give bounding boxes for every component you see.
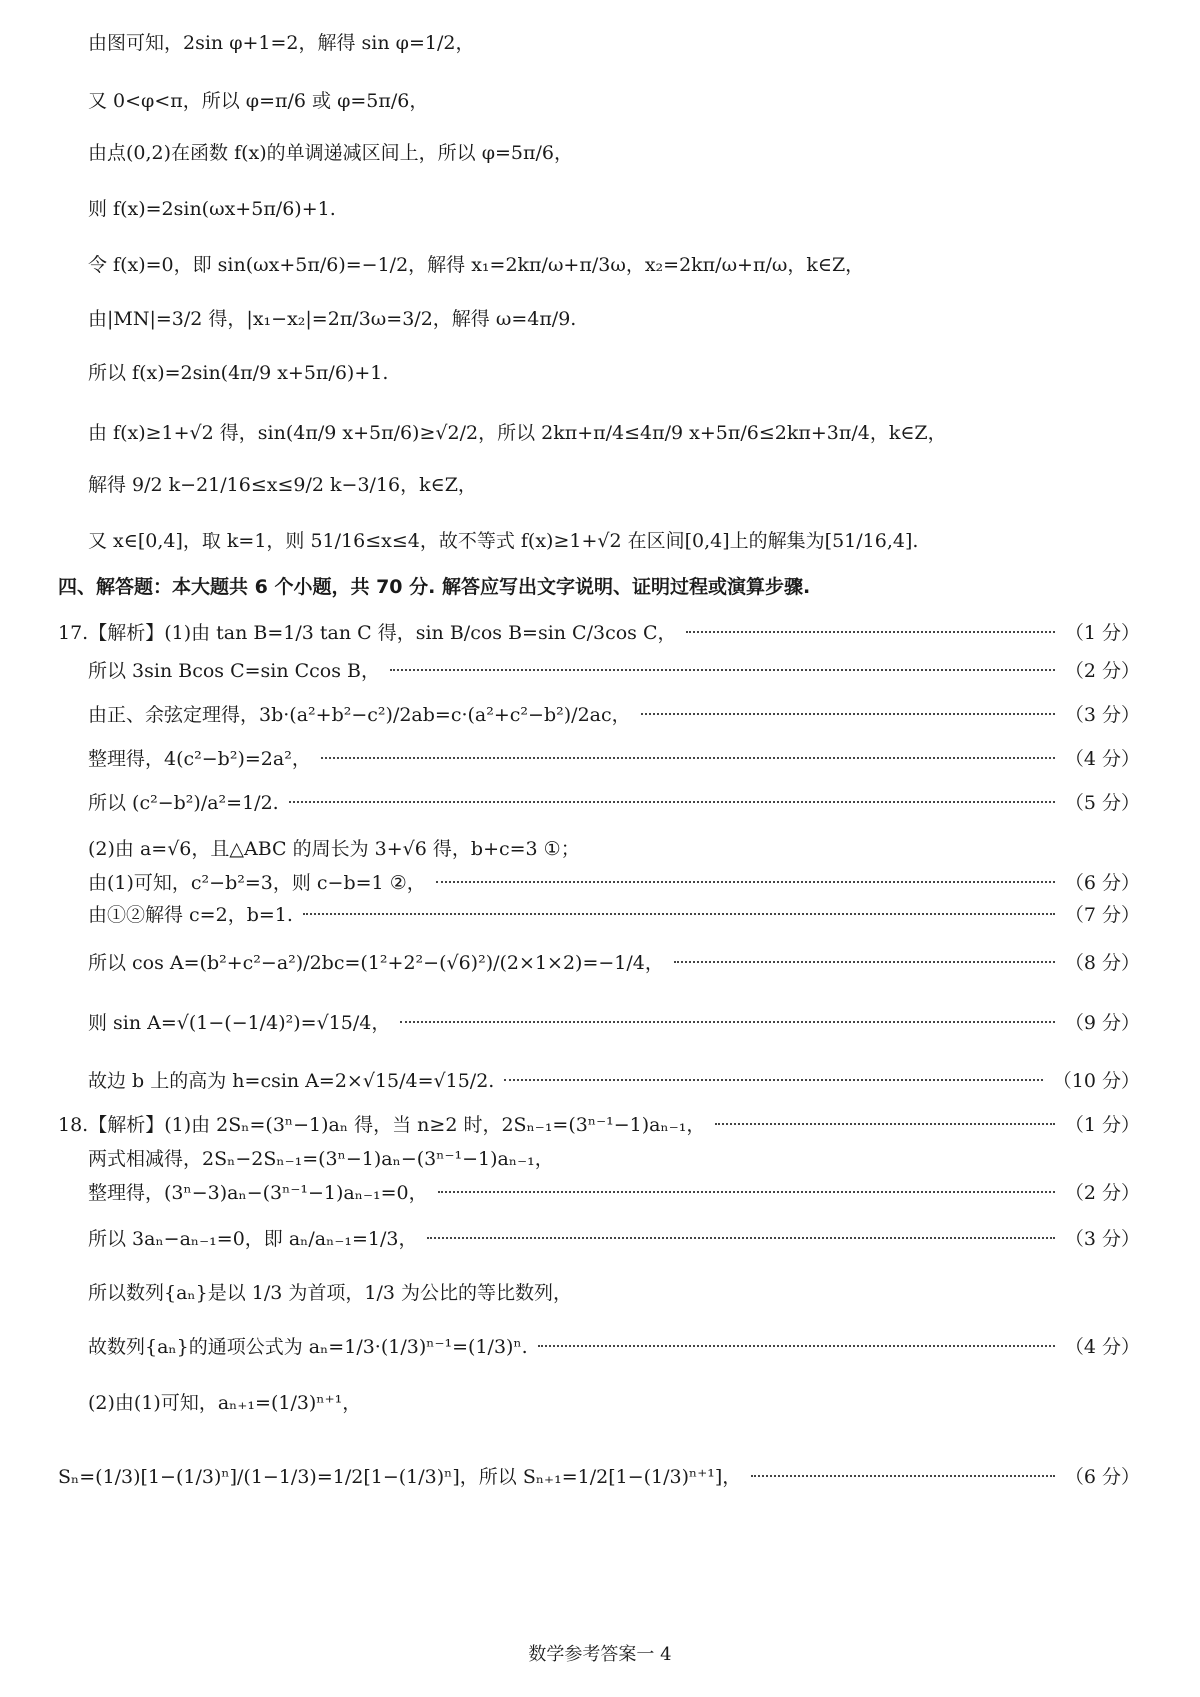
q17-step	[58, 620, 1140, 646]
q18-step	[88, 1226, 1140, 1252]
leader-dots	[641, 713, 1055, 715]
step-score: （8 分）	[1064, 952, 1140, 974]
step-text: 所以 (c²−b²)/a²=1/2.	[88, 792, 279, 814]
step-text: 整理得，4(c²−b²)=2a²，	[88, 748, 311, 770]
page-footer: 数学参考答案一 4	[528, 1644, 672, 1665]
step-text: 故边 b 上的高为 h=csin A=2×√15/4=√15/2.	[88, 1070, 495, 1092]
step-score: （3 分）	[1064, 1228, 1140, 1250]
step-score: （3 分）	[1064, 704, 1140, 726]
q18-step	[88, 1180, 1140, 1206]
solution-line: 又 0<φ<π，所以 φ=π/6 或 φ=5π/6，	[88, 90, 429, 112]
solution-line: 解得 9/2 k−21/16≤x≤9/2 k−3/16，k∈Z，	[88, 474, 477, 496]
q18-step: (2)由(1)可知，aₙ₊₁=(1/3)ⁿ⁺¹，	[88, 1392, 362, 1414]
step-text: 由①②解得 c=2，b=1.	[88, 904, 293, 926]
q18-step: 两式相减得，2Sₙ−2Sₙ₋₁=(3ⁿ−1)aₙ−(3ⁿ⁻¹−1)aₙ₋₁，	[88, 1148, 554, 1170]
leader-dots	[715, 1123, 1055, 1125]
solution-line: 由 f(x)≥1+√2 得，sin(4π/9 x+5π/6)≥√2/2，所以 2kπ+π/4≤4π/9 x+5π/6≤2kπ+3π/4，k∈Z，	[88, 422, 947, 444]
step-text: 故数列{aₙ}的通项公式为 aₙ=1/3·(1/3)ⁿ⁻¹=(1/3)ⁿ.	[88, 1336, 528, 1358]
leader-dots	[390, 669, 1055, 671]
q18-step	[88, 1334, 1140, 1360]
solution-line: 则 f(x)=2sin(ωx+5π/6)+1.	[88, 198, 336, 220]
leader-dots	[674, 961, 1055, 963]
q17-step	[88, 950, 1140, 976]
step-score: （4 分）	[1064, 748, 1140, 770]
solution-line: 又 x∈[0,4]，取 k=1，则 51/16≤x≤4，故不等式 f(x)≥1+√2 在区间[0,4]上的解集为[51/16,4].	[88, 530, 919, 552]
leader-dots	[751, 1475, 1055, 1477]
step-score: （5 分）	[1064, 792, 1140, 814]
q17-step	[88, 1068, 1140, 1094]
step-text: 由(1)可知，c²−b²=3，则 c−b=1 ②，	[88, 872, 426, 894]
step-score: （7 分）	[1064, 904, 1140, 926]
step-score: （9 分）	[1064, 1012, 1140, 1034]
step-score: （1 分）	[1064, 1114, 1140, 1136]
step-text: 所以 cos A=(b²+c²−a²)/2bc=(1²+2²−(√6)²)/(2×1×2)=−1/4，	[88, 952, 664, 974]
step-score: （2 分）	[1064, 660, 1140, 682]
q17-step	[88, 702, 1140, 728]
leader-dots	[289, 801, 1055, 803]
leader-dots	[303, 913, 1055, 915]
step-score: （4 分）	[1064, 1336, 1140, 1358]
step-text: 所以 3sin Bcos C=sin Ccos B，	[88, 660, 380, 682]
leader-dots	[436, 881, 1055, 883]
step-text: 由正、余弦定理得，3b·(a²+b²−c²)/2ab=c·(a²+c²−b²)/2ac，	[88, 704, 631, 726]
leader-dots	[438, 1191, 1055, 1193]
q18-step	[58, 1464, 1140, 1490]
step-score: （2 分）	[1064, 1182, 1140, 1204]
step-text: 所以 3aₙ−aₙ₋₁=0，即 aₙ/aₙ₋₁=1/3，	[88, 1228, 418, 1250]
solution-line: 由点(0,2)在函数 f(x)的单调递减区间上，所以 φ=5π/6，	[88, 142, 573, 164]
step-score: （6 分）	[1064, 1466, 1140, 1488]
solution-line: 由|MN|=3/2 得，|x₁−x₂|=2π/3ω=3/2，解得 ω=4π/9.	[88, 308, 577, 330]
q17-step	[88, 902, 1140, 928]
solution-line: 令 f(x)=0，即 sin(ωx+5π/6)=−1/2，解得 x₁=2kπ/ω+π/3ω，x₂=2kπ/ω+π/ω，k∈Z，	[88, 254, 865, 276]
solution-line: 由图可知，2sin φ+1=2，解得 sin φ=1/2，	[88, 32, 475, 54]
q17-step	[88, 658, 1140, 684]
leader-dots	[427, 1237, 1054, 1239]
q18-step: 所以数列{aₙ}是以 1/3 为首项，1/3 为公比的等比数列，	[88, 1282, 573, 1304]
solution-line: 所以 f(x)=2sin(4π/9 x+5π/6)+1.	[88, 362, 389, 384]
step-text: 整理得，(3ⁿ−3)aₙ−(3ⁿ⁻¹−1)aₙ₋₁=0，	[88, 1182, 428, 1204]
q17-step	[88, 870, 1140, 896]
step-text: 则 sin A=√(1−(−1/4)²)=√15/4，	[88, 1012, 391, 1034]
step-score: （10 分）	[1052, 1070, 1140, 1092]
leader-dots	[400, 1021, 1055, 1023]
leader-dots	[504, 1079, 1042, 1081]
step-score: （1 分）	[1064, 622, 1140, 644]
step-score: （6 分）	[1064, 872, 1140, 894]
leader-dots	[321, 757, 1055, 759]
step-text: Sₙ=(1/3)[1−(1/3)ⁿ]/(1−1/3)=1/2[1−(1/3)ⁿ]，所以 Sₙ₊₁=1/2[1−(1/3)ⁿ⁺¹]，	[58, 1466, 742, 1488]
leader-dots	[538, 1345, 1055, 1347]
step-text: 17.【解析】(1)由 tan B=1/3 tan C 得，sin B/cos B=sin C/3cos C，	[58, 622, 677, 644]
q17-step	[88, 1010, 1140, 1036]
section-heading: 四、解答题：本大题共 6 个小题，共 70 分. 解答应写出文字说明、证明过程或演算步骤.	[58, 576, 811, 598]
leader-dots	[686, 631, 1054, 633]
q17-step	[88, 790, 1140, 816]
q17-step: (2)由 a=√6，且△ABC 的周长为 3+√6 得，b+c=3 ①；	[88, 838, 580, 860]
q17-step	[88, 746, 1140, 772]
q18-step	[58, 1112, 1140, 1138]
step-text: 18.【解析】(1)由 2Sₙ=(3ⁿ−1)aₙ 得，当 n≥2 时，2Sₙ₋₁=(3ⁿ⁻¹−1)aₙ₋₁，	[58, 1114, 706, 1136]
